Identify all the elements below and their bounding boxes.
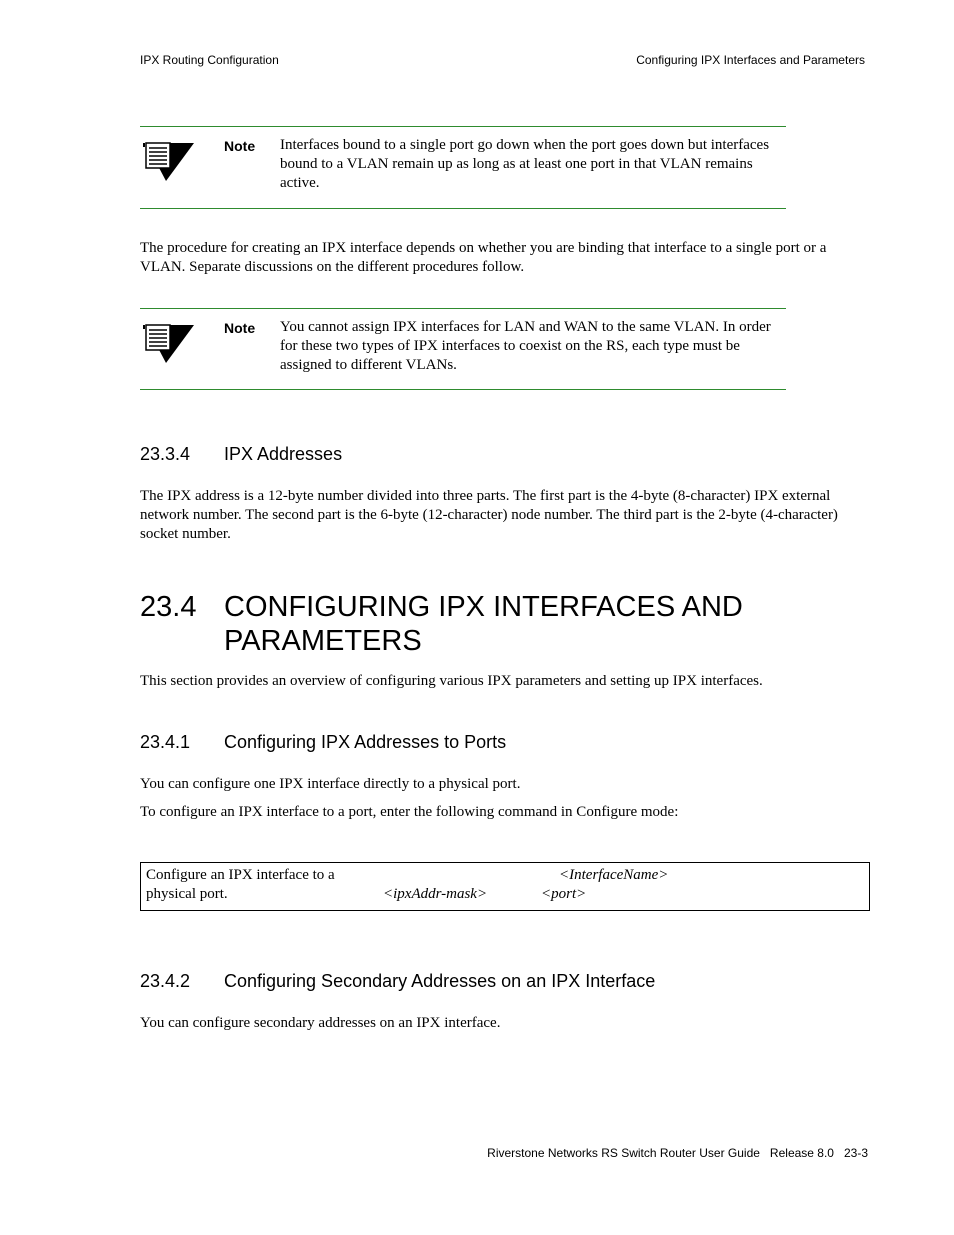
section-title: IPX Addresses xyxy=(224,444,343,464)
section-number: 23.3.4 xyxy=(140,444,191,464)
command-table xyxy=(140,862,870,911)
note-text: You cannot assign IPX interfaces for LAN and WAN to the same VLAN. In order for these two types of IPX interfaces to coexist on the RS, each type must be assigned to different VLANs. xyxy=(280,319,771,373)
note-icon xyxy=(142,323,198,365)
procedure-paragraph: The procedure for creating an IPX interface depends on whether you are binding that interface to a single port or a VLAN. Separate discussions on the different procedures follow. xyxy=(140,240,827,275)
page-footer: Riverstone Networks RS Switch Router User Guide Release 8.0 23-3 xyxy=(487,1146,868,1160)
note-text: Interfaces bound to a single port go down when the port goes down but interfaces bound to a VLAN remain up as long as at least one port in that VLAN remains active. xyxy=(280,137,770,191)
running-header-right: Configuring IPX Interfaces and Parameters xyxy=(636,53,865,67)
note-box xyxy=(140,126,786,209)
running-header-left: IPX Routing Configuration xyxy=(140,53,279,67)
section-number: 23.4 xyxy=(140,591,197,623)
note-label: Note xyxy=(224,320,256,336)
body-paragraph: You can configure one IPX interface directly to a physical port. xyxy=(140,776,521,792)
section-number: 23.4.2 xyxy=(140,971,191,991)
note-icon xyxy=(142,141,198,183)
arg-port: <port> xyxy=(541,886,587,902)
note-box xyxy=(140,308,786,390)
body-paragraph: You can configure secondary addresses on an IPX interface. xyxy=(140,1015,501,1031)
body-paragraph: To configure an IPX interface to a port, enter the following command in Configure mode: xyxy=(140,804,679,820)
arg-interface-name: <InterfaceName> xyxy=(559,867,669,883)
ipx-address-paragraph: The IPX address is a 12-byte number divided into three parts. The first part is the 4-byte (8-character) IPX external network number. The second part is the 6-byte (12-character) node number. The third part is the 2-byte (4-character) socket number. xyxy=(140,488,838,542)
section-title: CONFIGURING IPX INTERFACES AND PARAMETERS xyxy=(224,591,743,657)
section-overview-paragraph: This section provides an overview of configuring various IPX parameters and setting up IPX interfaces. xyxy=(140,673,763,689)
section-title: Configuring Secondary Addresses on an IPX Interface xyxy=(224,971,656,991)
section-title: Configuring IPX Addresses to Ports xyxy=(224,732,507,752)
command-description: Configure an IPX interface to a physical port. xyxy=(146,867,335,902)
arg-ipxaddr-mask: <ipxAddr-mask> xyxy=(383,886,488,902)
section-number: 23.4.1 xyxy=(140,732,191,752)
note-label: Note xyxy=(224,138,256,154)
